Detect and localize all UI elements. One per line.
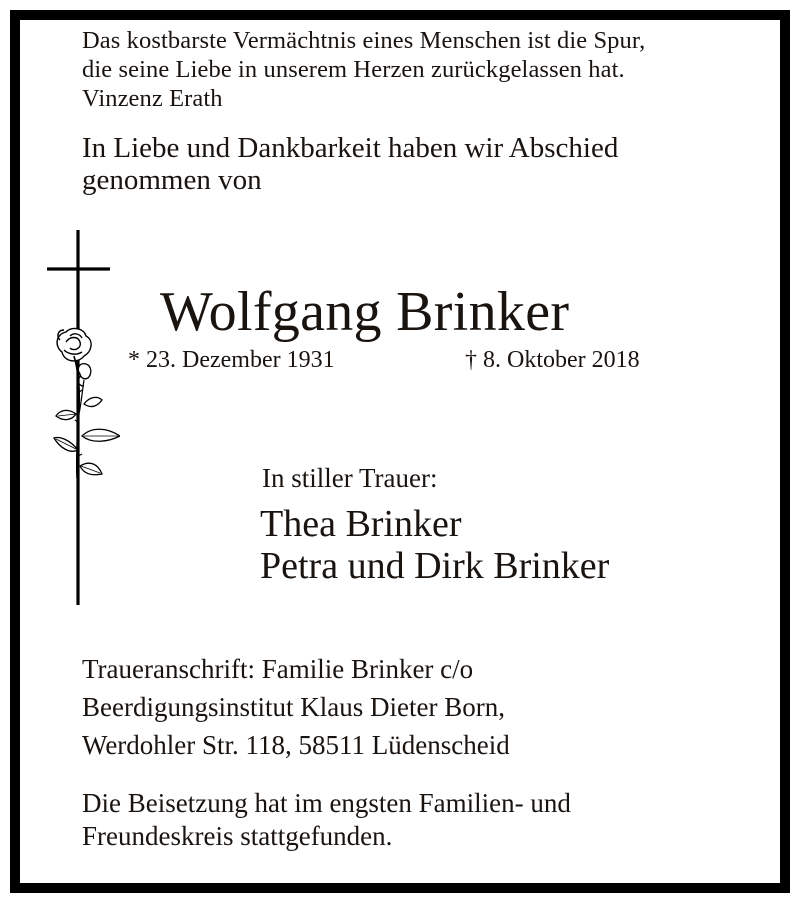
- death-date: † 8. Oktober 2018: [465, 347, 640, 373]
- quote-author: Vinzenz Erath: [82, 85, 223, 112]
- intro-line: In Liebe und Dankbarkeit haben wir Abschied: [82, 132, 619, 164]
- deceased-name: Wolfgang Brinker: [160, 281, 570, 343]
- farewell-intro: [82, 132, 618, 196]
- cross-with-rose-icon: [40, 228, 120, 608]
- intro-line: genommen von: [82, 164, 262, 196]
- mourner-name: Thea Brinker: [260, 503, 462, 545]
- burial-line: Freundeskreis stattgefunden.: [82, 821, 393, 851]
- burial-notice: [82, 787, 571, 853]
- mourning-address: [82, 650, 510, 764]
- memorial-quote: [82, 26, 645, 113]
- mourner-name: Petra und Dirk Brinker: [260, 545, 610, 587]
- birth-date: * 23. Dezember 1931: [128, 347, 335, 373]
- address-line: Traueranschrift: Familie Brinker c/o: [82, 654, 474, 684]
- quote-line: die seine Liebe in unserem Herzen zurückgelassen hat.: [82, 56, 625, 83]
- address-line: Werdohler Str. 118, 58511 Lüdenscheid: [82, 730, 510, 760]
- mourner-names: [260, 503, 609, 587]
- mourning-heading: In stiller Trauer:: [262, 463, 438, 493]
- quote-line: Das kostbarste Vermächtnis eines Menschen ist die Spur,: [82, 27, 646, 54]
- address-line: Beerdigungsinstitut Klaus Dieter Born,: [82, 692, 505, 722]
- burial-line: Die Beisetzung hat im engsten Familien- und: [82, 788, 571, 818]
